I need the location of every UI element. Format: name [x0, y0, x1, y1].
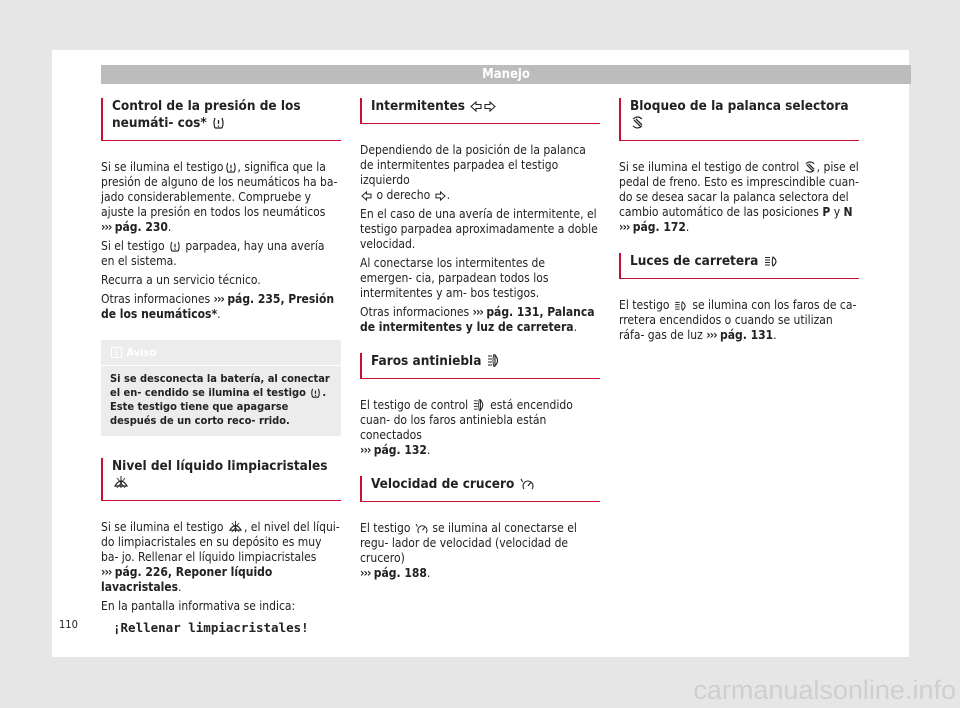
- section-tire-pressure: Control de la presión de los neumáti- cos* Si se ilumina el testigo , significa que la presión de alguno de los neumáticos ha ba- jado considerablemente. Compruebe y ajuste la presión en todos los neumáticos ››› pág. 230. Si el testigo parpadea, hay una avería en el sistema. Recurra a un servicio técnico. Otras informaciones ››› pág. 235, Presión de los neumáticos*.: [101, 98, 341, 322]
- section-title: Luces de carretera: [619, 253, 859, 279]
- notice-text: Si se desconecta la batería, al conectar el en- cendido se ilumina el testigo . Este testigo tiene que apagarse después de un corto reco- rrido.: [110, 372, 330, 427]
- turn-signal-left-icon: [470, 101, 482, 112]
- section-selector-lever-lock: Bloqueo de la palanca selectora Si se ilumina el testigo de control , pise el pedal de freno. Esto es imprescindible cuan- do se desea sacar la palanca selectora del cambio automático de las posiciones P y N ››› pág. 172.: [619, 98, 859, 234]
- tire-pressure-icon: [310, 388, 321, 398]
- tire-pressure-icon: [225, 162, 237, 173]
- section-title: Control de la presión de los neumáti- cos*: [101, 98, 341, 141]
- section-title: Velocidad de crucero: [360, 476, 600, 502]
- high-beam-icon: [674, 301, 688, 311]
- turn-signal-right-icon: [435, 191, 446, 201]
- page-reference-link[interactable]: pág. 131, Palanca de intermitentes y luz de carretera: [360, 305, 595, 334]
- section-cruise-control: Velocidad de crucero El testigo se ilumina al conectarse el regu- lador de velocidad (velocidad de crucero) ››› pág. 188.: [360, 476, 600, 581]
- washer-fluid-icon: [228, 520, 243, 533]
- notice-header: Aviso: [101, 340, 341, 366]
- section-washer-fluid: Nivel del líquido limpiacristales Si se ilumina el testigo , el nivel del líqui- do limpiacristales en su depósito es muy ba- jo. Rellenar el líquido limpiacristales ››› pág. 226, Reponer líquido lavacristales. En la pantalla informativa se indica: ¡Rellenar limpiacristales!: [101, 458, 340, 635]
- watermark: carmanualsonline.info: [693, 675, 956, 705]
- manual-page: [52, 50, 909, 657]
- notice-box: [101, 340, 341, 436]
- info-icon: [111, 347, 122, 358]
- foot-brake-icon: [631, 116, 644, 129]
- foot-brake-icon: [804, 161, 816, 173]
- page-reference-link[interactable]: pág. 131: [719, 328, 774, 342]
- section-turn-signals: Intermitentes Dependiendo de la posición de la palanca de intermitentes parpadea el testigo izquierdo o derecho . En el caso de una avería de intermitente, el testigo parpadea aproximadamente a doble velocidad. Al conectarse los intermitentes de emergen- cia, parpadean todos los intermitentes y am- bos testigos. Otras informaciones ››› pág. 131, Palanca de intermitentes y luz de carretera.: [360, 98, 600, 335]
- section-high-beam: Luces de carretera El testigo se ilumina con los faros de ca- rretera encendidos o cuando se utilizan ráfa- gas de luz ››› pág. 131.: [619, 253, 859, 343]
- display-message: ¡Rellenar limpiacristales!: [113, 620, 309, 635]
- turn-signal-left-icon: [361, 191, 372, 201]
- page-reference-link[interactable]: pág. 172: [632, 220, 686, 234]
- section-header: Manejo: [101, 65, 911, 84]
- section-title: Nivel del líquido limpiacristales: [101, 458, 341, 501]
- section-title: Intermitentes: [360, 98, 600, 124]
- cruise-control-icon: [415, 523, 428, 534]
- page-reference-link[interactable]: pág. 235, Presión de los neumáticos*: [101, 292, 335, 321]
- column-middle: [360, 98, 600, 599]
- fog-light-icon: [473, 399, 486, 411]
- section-title: Faros antiniebla: [360, 353, 600, 379]
- page-reference-link[interactable]: pág. 132: [373, 443, 427, 457]
- tire-pressure-icon: [169, 241, 181, 252]
- column-right: [619, 98, 859, 361]
- fog-light-icon: [487, 354, 501, 367]
- section-title: Bloqueo de la palanca selectora: [619, 98, 859, 141]
- section-fog-lights: Faros antiniebla El testigo de control está encendido cuan- do los faros antiniebla están conectados ››› pág. 132.: [360, 353, 600, 458]
- turn-signal-right-icon: [484, 101, 496, 112]
- page-number: 110: [59, 618, 78, 631]
- high-beam-icon: [764, 256, 779, 267]
- page-reference-link[interactable]: pág. 226, Reponer líquido lavacristales: [101, 565, 273, 594]
- page-reference-link[interactable]: pág. 188: [373, 566, 427, 580]
- page-reference-link[interactable]: pág. 230: [114, 220, 168, 234]
- column-left: [101, 98, 341, 653]
- cruise-control-icon: [520, 478, 534, 490]
- washer-fluid-icon: [113, 475, 129, 489]
- tire-pressure-icon: [212, 117, 225, 129]
